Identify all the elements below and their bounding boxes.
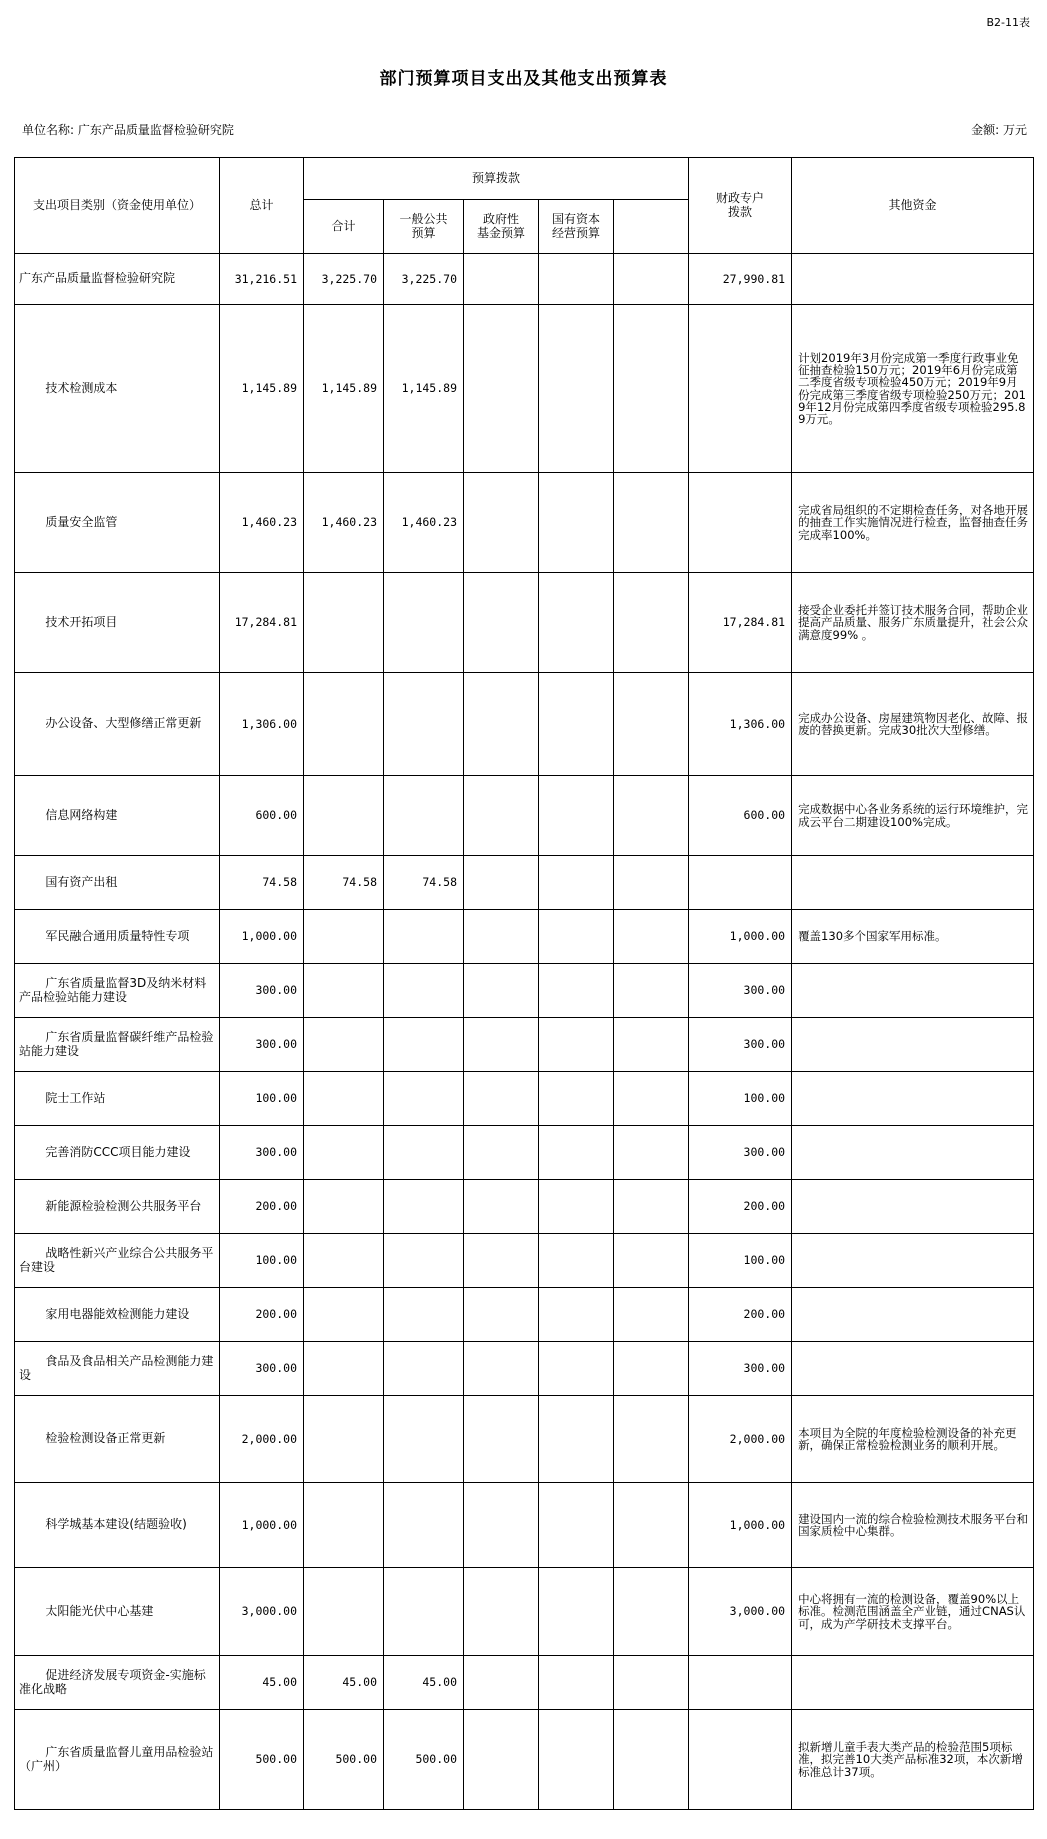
cell-gov-fund <box>464 1180 539 1234</box>
amount-unit-label: 金额: 万元 <box>971 123 1027 137</box>
cell-gov-fund <box>464 254 539 305</box>
cell-other-funds <box>689 856 792 910</box>
cell-gov-fund <box>464 1018 539 1072</box>
cell-subtotal <box>304 1342 384 1396</box>
cell-other-funds: 100.00 <box>689 1072 792 1126</box>
cell-gov-fund <box>464 964 539 1018</box>
cell-gov-fund <box>464 776 539 856</box>
cell-category: 科学城基本建设(结题验收) <box>15 1483 220 1568</box>
cell-performance <box>792 1180 1034 1234</box>
header-general-public: 一般公共 预算 <box>384 200 464 254</box>
cell-performance <box>792 254 1034 305</box>
cell-subtotal <box>304 1126 384 1180</box>
cell-other-funds: 1,000.00 <box>689 910 792 964</box>
cell-total: 500.00 <box>220 1710 304 1810</box>
table-row <box>15 573 1034 673</box>
cell-other-funds: 1,000.00 <box>689 1483 792 1568</box>
cell-state-capital <box>539 1396 614 1483</box>
table-row <box>15 305 1034 473</box>
cell-gov-fund <box>464 1126 539 1180</box>
cell-fiscal-special <box>614 1126 689 1180</box>
cell-performance <box>792 1018 1034 1072</box>
table-row <box>15 473 1034 573</box>
cell-performance: 本项目为全院的年度检验检测设备的补充更新，确保正常检验检测业务的顺利开展。 <box>792 1396 1034 1483</box>
cell-category: 广东产品质量监督检验研究院 <box>15 254 220 305</box>
cell-gov-fund <box>464 305 539 473</box>
cell-fiscal-special <box>614 1342 689 1396</box>
table-row <box>15 1396 1034 1483</box>
cell-fiscal-special <box>614 305 689 473</box>
cell-subtotal: 1,145.89 <box>304 305 384 473</box>
cell-subtotal <box>304 573 384 673</box>
cell-subtotal <box>304 1483 384 1568</box>
cell-performance <box>792 1656 1034 1710</box>
unit-name-label: 单位名称: 广东产品质量监督检验研究院 <box>22 123 234 137</box>
cell-other-funds: 200.00 <box>689 1288 792 1342</box>
cell-performance: 中心将拥有一流的检测设备，覆盖90%以上标准。检测范围涵盖全产业链，通过CNAS认可，成为产学研技术支撑平台。 <box>792 1568 1034 1656</box>
cell-subtotal: 45.00 <box>304 1656 384 1710</box>
cell-state-capital <box>539 1180 614 1234</box>
cell-other-funds: 300.00 <box>689 1126 792 1180</box>
cell-total: 300.00 <box>220 1018 304 1072</box>
cell-performance: 计划2019年3月份完成第一季度行政事业免征抽查检验150万元；2019年6月份完成第二季度省级专项检验450万元；2019年9月份完成第三季度省级专项检验250万元；2019年12月份完成第四季度省级专项检验295.89万元。 <box>792 305 1034 473</box>
cell-performance <box>792 1234 1034 1288</box>
cell-general-public <box>384 1288 464 1342</box>
cell-fiscal-special <box>614 856 689 910</box>
cell-total: 3,000.00 <box>220 1568 304 1656</box>
cell-other-funds: 3,000.00 <box>689 1568 792 1656</box>
table-row <box>15 1126 1034 1180</box>
cell-fiscal-special <box>614 1656 689 1710</box>
cell-total: 200.00 <box>220 1288 304 1342</box>
cell-gov-fund <box>464 1342 539 1396</box>
cell-fiscal-special <box>614 1483 689 1568</box>
cell-state-capital <box>539 1568 614 1656</box>
cell-total: 300.00 <box>220 964 304 1018</box>
cell-general-public: 500.00 <box>384 1710 464 1810</box>
cell-performance <box>792 964 1034 1018</box>
cell-other-funds <box>689 473 792 573</box>
cell-general-public <box>384 673 464 776</box>
cell-category: 战略性新兴产业综合公共服务平台建设 <box>15 1234 220 1288</box>
cell-gov-fund <box>464 910 539 964</box>
table-row <box>15 964 1034 1018</box>
cell-state-capital <box>539 473 614 573</box>
cell-subtotal <box>304 776 384 856</box>
cell-state-capital <box>539 1710 614 1810</box>
cell-general-public <box>384 964 464 1018</box>
cell-performance: 拟新增儿童手表大类产品的检验范围5项标准，拟完善10大类产品标准32项，本次新增标准总计37项。 <box>792 1710 1034 1810</box>
cell-general-public <box>384 1342 464 1396</box>
cell-state-capital <box>539 573 614 673</box>
cell-state-capital <box>539 910 614 964</box>
cell-general-public: 1,145.89 <box>384 305 464 473</box>
cell-gov-fund <box>464 1072 539 1126</box>
table-row <box>15 1342 1034 1396</box>
header-gov-fund: 政府性 基金预算 <box>464 200 539 254</box>
cell-general-public <box>384 1072 464 1126</box>
cell-general-public <box>384 1568 464 1656</box>
cell-category: 院士工作站 <box>15 1072 220 1126</box>
cell-state-capital <box>539 1234 614 1288</box>
header-category: 支出项目类别（资金使用单位） <box>15 158 220 254</box>
cell-fiscal-special <box>614 1710 689 1810</box>
cell-other-funds: 300.00 <box>689 964 792 1018</box>
cell-state-capital <box>539 673 614 776</box>
table-row <box>15 1710 1034 1810</box>
cell-category: 信息网络构建 <box>15 776 220 856</box>
cell-general-public: 3,225.70 <box>384 254 464 305</box>
table-row <box>15 673 1034 776</box>
table-row <box>15 1018 1034 1072</box>
cell-performance <box>792 1342 1034 1396</box>
cell-subtotal <box>304 1234 384 1288</box>
header-fiscal-special: 财政专户 拨款 <box>689 158 792 254</box>
cell-general-public <box>384 1396 464 1483</box>
cell-fiscal-special <box>614 1234 689 1288</box>
cell-total: 31,216.51 <box>220 254 304 305</box>
cell-gov-fund <box>464 673 539 776</box>
table-row <box>15 1234 1034 1288</box>
cell-performance: 完成省局组织的不定期检查任务，对各地开展的抽查工作实施情况进行检查，监督抽查任务完成率100%。 <box>792 473 1034 573</box>
cell-state-capital <box>539 1342 614 1396</box>
cell-total: 200.00 <box>220 1180 304 1234</box>
cell-performance: 接受企业委托并签订技术服务合同，帮助企业提高产品质量、服务广东质量提升，社会公众满意度99% 。 <box>792 573 1034 673</box>
cell-total: 2,000.00 <box>220 1396 304 1483</box>
cell-subtotal <box>304 673 384 776</box>
table-row <box>15 1568 1034 1656</box>
cell-category: 办公设备、大型修缮正常更新 <box>15 673 220 776</box>
page-title: 部门预算项目支出及其他支出预算表 <box>379 69 668 89</box>
cell-other-funds: 200.00 <box>689 1180 792 1234</box>
cell-category: 质量安全监管 <box>15 473 220 573</box>
cell-category: 太阳能光伏中心基建 <box>15 1568 220 1656</box>
cell-total: 300.00 <box>220 1342 304 1396</box>
cell-performance <box>792 1126 1034 1180</box>
cell-category: 促进经济发展专项资金-实施标准化战略 <box>15 1656 220 1710</box>
cell-general-public <box>384 1234 464 1288</box>
cell-gov-fund <box>464 856 539 910</box>
cell-gov-fund <box>464 573 539 673</box>
cell-state-capital <box>539 1126 614 1180</box>
cell-performance <box>792 1288 1034 1342</box>
cell-performance: 完成数据中心各业务系统的运行环境维护，完成云平台二期建设100%完成。 <box>792 776 1034 856</box>
cell-general-public <box>384 1483 464 1568</box>
cell-subtotal <box>304 1180 384 1234</box>
cell-total: 1,000.00 <box>220 910 304 964</box>
cell-total: 300.00 <box>220 1126 304 1180</box>
cell-category: 军民融合通用质量特性专项 <box>15 910 220 964</box>
cell-category: 新能源检验检测公共服务平台 <box>15 1180 220 1234</box>
cell-subtotal <box>304 910 384 964</box>
cell-category: 检验检测设备正常更新 <box>15 1396 220 1483</box>
cell-state-capital <box>539 964 614 1018</box>
cell-general-public: 1,460.23 <box>384 473 464 573</box>
cell-general-public <box>384 573 464 673</box>
cell-performance <box>792 1072 1034 1126</box>
cell-fiscal-special <box>614 1288 689 1342</box>
cell-state-capital <box>539 1483 614 1568</box>
cell-performance: 完成办公设备、房屋建筑物因老化、故障、报废的替换更新。完成30批次大型修缮。 <box>792 673 1034 776</box>
table-row <box>15 1180 1034 1234</box>
cell-gov-fund <box>464 1656 539 1710</box>
cell-other-funds <box>689 1710 792 1810</box>
cell-total: 17,284.81 <box>220 573 304 673</box>
header-subtotal: 合计 <box>304 200 384 254</box>
cell-general-public <box>384 910 464 964</box>
cell-general-public <box>384 1180 464 1234</box>
cell-fiscal-special <box>614 473 689 573</box>
cell-subtotal: 74.58 <box>304 856 384 910</box>
table-row <box>15 254 1034 305</box>
cell-state-capital <box>539 305 614 473</box>
cell-category: 技术检测成本 <box>15 305 220 473</box>
cell-performance: 建设国内一流的综合检验检测技术服务平台和国家质检中心集群。 <box>792 1483 1034 1568</box>
cell-fiscal-special <box>614 964 689 1018</box>
cell-total: 1,145.89 <box>220 305 304 473</box>
cell-category: 完善消防CCC项目能力建设 <box>15 1126 220 1180</box>
cell-category: 广东省质量监督儿童用品检验站（广州） <box>15 1710 220 1810</box>
cell-category: 广东省质量监督3D及纳米材料产品检验站能力建设 <box>15 964 220 1018</box>
cell-other-funds: 1,306.00 <box>689 673 792 776</box>
cell-state-capital <box>539 776 614 856</box>
cell-fiscal-special <box>614 910 689 964</box>
cell-general-public: 45.00 <box>384 1656 464 1710</box>
cell-other-funds: 100.00 <box>689 1234 792 1288</box>
table-row <box>15 1072 1034 1126</box>
table-row <box>15 856 1034 910</box>
cell-gov-fund <box>464 1234 539 1288</box>
cell-state-capital <box>539 1018 614 1072</box>
cell-fiscal-special <box>614 1180 689 1234</box>
cell-gov-fund <box>464 1568 539 1656</box>
header-total: 总计 <box>220 158 304 254</box>
cell-total: 600.00 <box>220 776 304 856</box>
cell-gov-fund <box>464 1483 539 1568</box>
cell-category: 家用电器能效检测能力建设 <box>15 1288 220 1342</box>
cell-total: 100.00 <box>220 1234 304 1288</box>
cell-subtotal <box>304 1018 384 1072</box>
cell-other-funds <box>689 305 792 473</box>
cell-gov-fund <box>464 1396 539 1483</box>
table-row <box>15 910 1034 964</box>
cell-fiscal-special <box>614 673 689 776</box>
cell-subtotal <box>304 1288 384 1342</box>
cell-other-funds: 600.00 <box>689 776 792 856</box>
cell-other-funds: 27,990.81 <box>689 254 792 305</box>
cell-total: 1,000.00 <box>220 1483 304 1568</box>
table-row <box>15 1288 1034 1342</box>
cell-gov-fund <box>464 1710 539 1810</box>
cell-subtotal <box>304 1072 384 1126</box>
cell-subtotal <box>304 1568 384 1656</box>
cell-other-funds: 2,000.00 <box>689 1396 792 1483</box>
cell-total: 1,460.23 <box>220 473 304 573</box>
cell-other-funds: 300.00 <box>689 1018 792 1072</box>
cell-gov-fund <box>464 473 539 573</box>
header-state-capital: 国有资本 经营预算 <box>539 200 614 254</box>
cell-other-funds <box>689 1656 792 1710</box>
table-row <box>15 1483 1034 1568</box>
table-row <box>15 776 1034 856</box>
cell-general-public <box>384 1018 464 1072</box>
cell-performance: 覆盖130多个国家军用标准。 <box>792 910 1034 964</box>
cell-subtotal <box>304 1396 384 1483</box>
cell-fiscal-special <box>614 1396 689 1483</box>
cell-general-public <box>384 1126 464 1180</box>
budget-table <box>14 157 1034 1810</box>
cell-fiscal-special <box>614 1018 689 1072</box>
form-code: B2-11表 <box>986 16 1030 29</box>
header-other-funds: 其他资金 <box>792 158 1034 254</box>
cell-total: 45.00 <box>220 1656 304 1710</box>
cell-state-capital <box>539 254 614 305</box>
cell-other-funds: 300.00 <box>689 1342 792 1396</box>
cell-gov-fund <box>464 1288 539 1342</box>
cell-total: 74.58 <box>220 856 304 910</box>
cell-category: 国有资产出租 <box>15 856 220 910</box>
cell-state-capital <box>539 1288 614 1342</box>
cell-general-public <box>384 776 464 856</box>
cell-total: 1,306.00 <box>220 673 304 776</box>
cell-fiscal-special <box>614 254 689 305</box>
cell-fiscal-special <box>614 776 689 856</box>
cell-subtotal: 1,460.23 <box>304 473 384 573</box>
cell-fiscal-special <box>614 1568 689 1656</box>
cell-total: 100.00 <box>220 1072 304 1126</box>
cell-other-funds: 17,284.81 <box>689 573 792 673</box>
cell-general-public: 74.58 <box>384 856 464 910</box>
cell-subtotal: 500.00 <box>304 1710 384 1810</box>
cell-category: 广东省质量监督碳纤维产品检验站能力建设 <box>15 1018 220 1072</box>
cell-category: 食品及食品相关产品检测能力建设 <box>15 1342 220 1396</box>
table-row <box>15 1656 1034 1710</box>
cell-state-capital <box>539 1656 614 1710</box>
cell-performance <box>792 856 1034 910</box>
header-budget-allocation: 预算拨款 <box>304 158 689 200</box>
cell-subtotal: 3,225.70 <box>304 254 384 305</box>
cell-state-capital <box>539 1072 614 1126</box>
cell-state-capital <box>539 856 614 910</box>
cell-category: 技术开拓项目 <box>15 573 220 673</box>
cell-fiscal-special <box>614 1072 689 1126</box>
cell-fiscal-special <box>614 573 689 673</box>
cell-subtotal <box>304 964 384 1018</box>
